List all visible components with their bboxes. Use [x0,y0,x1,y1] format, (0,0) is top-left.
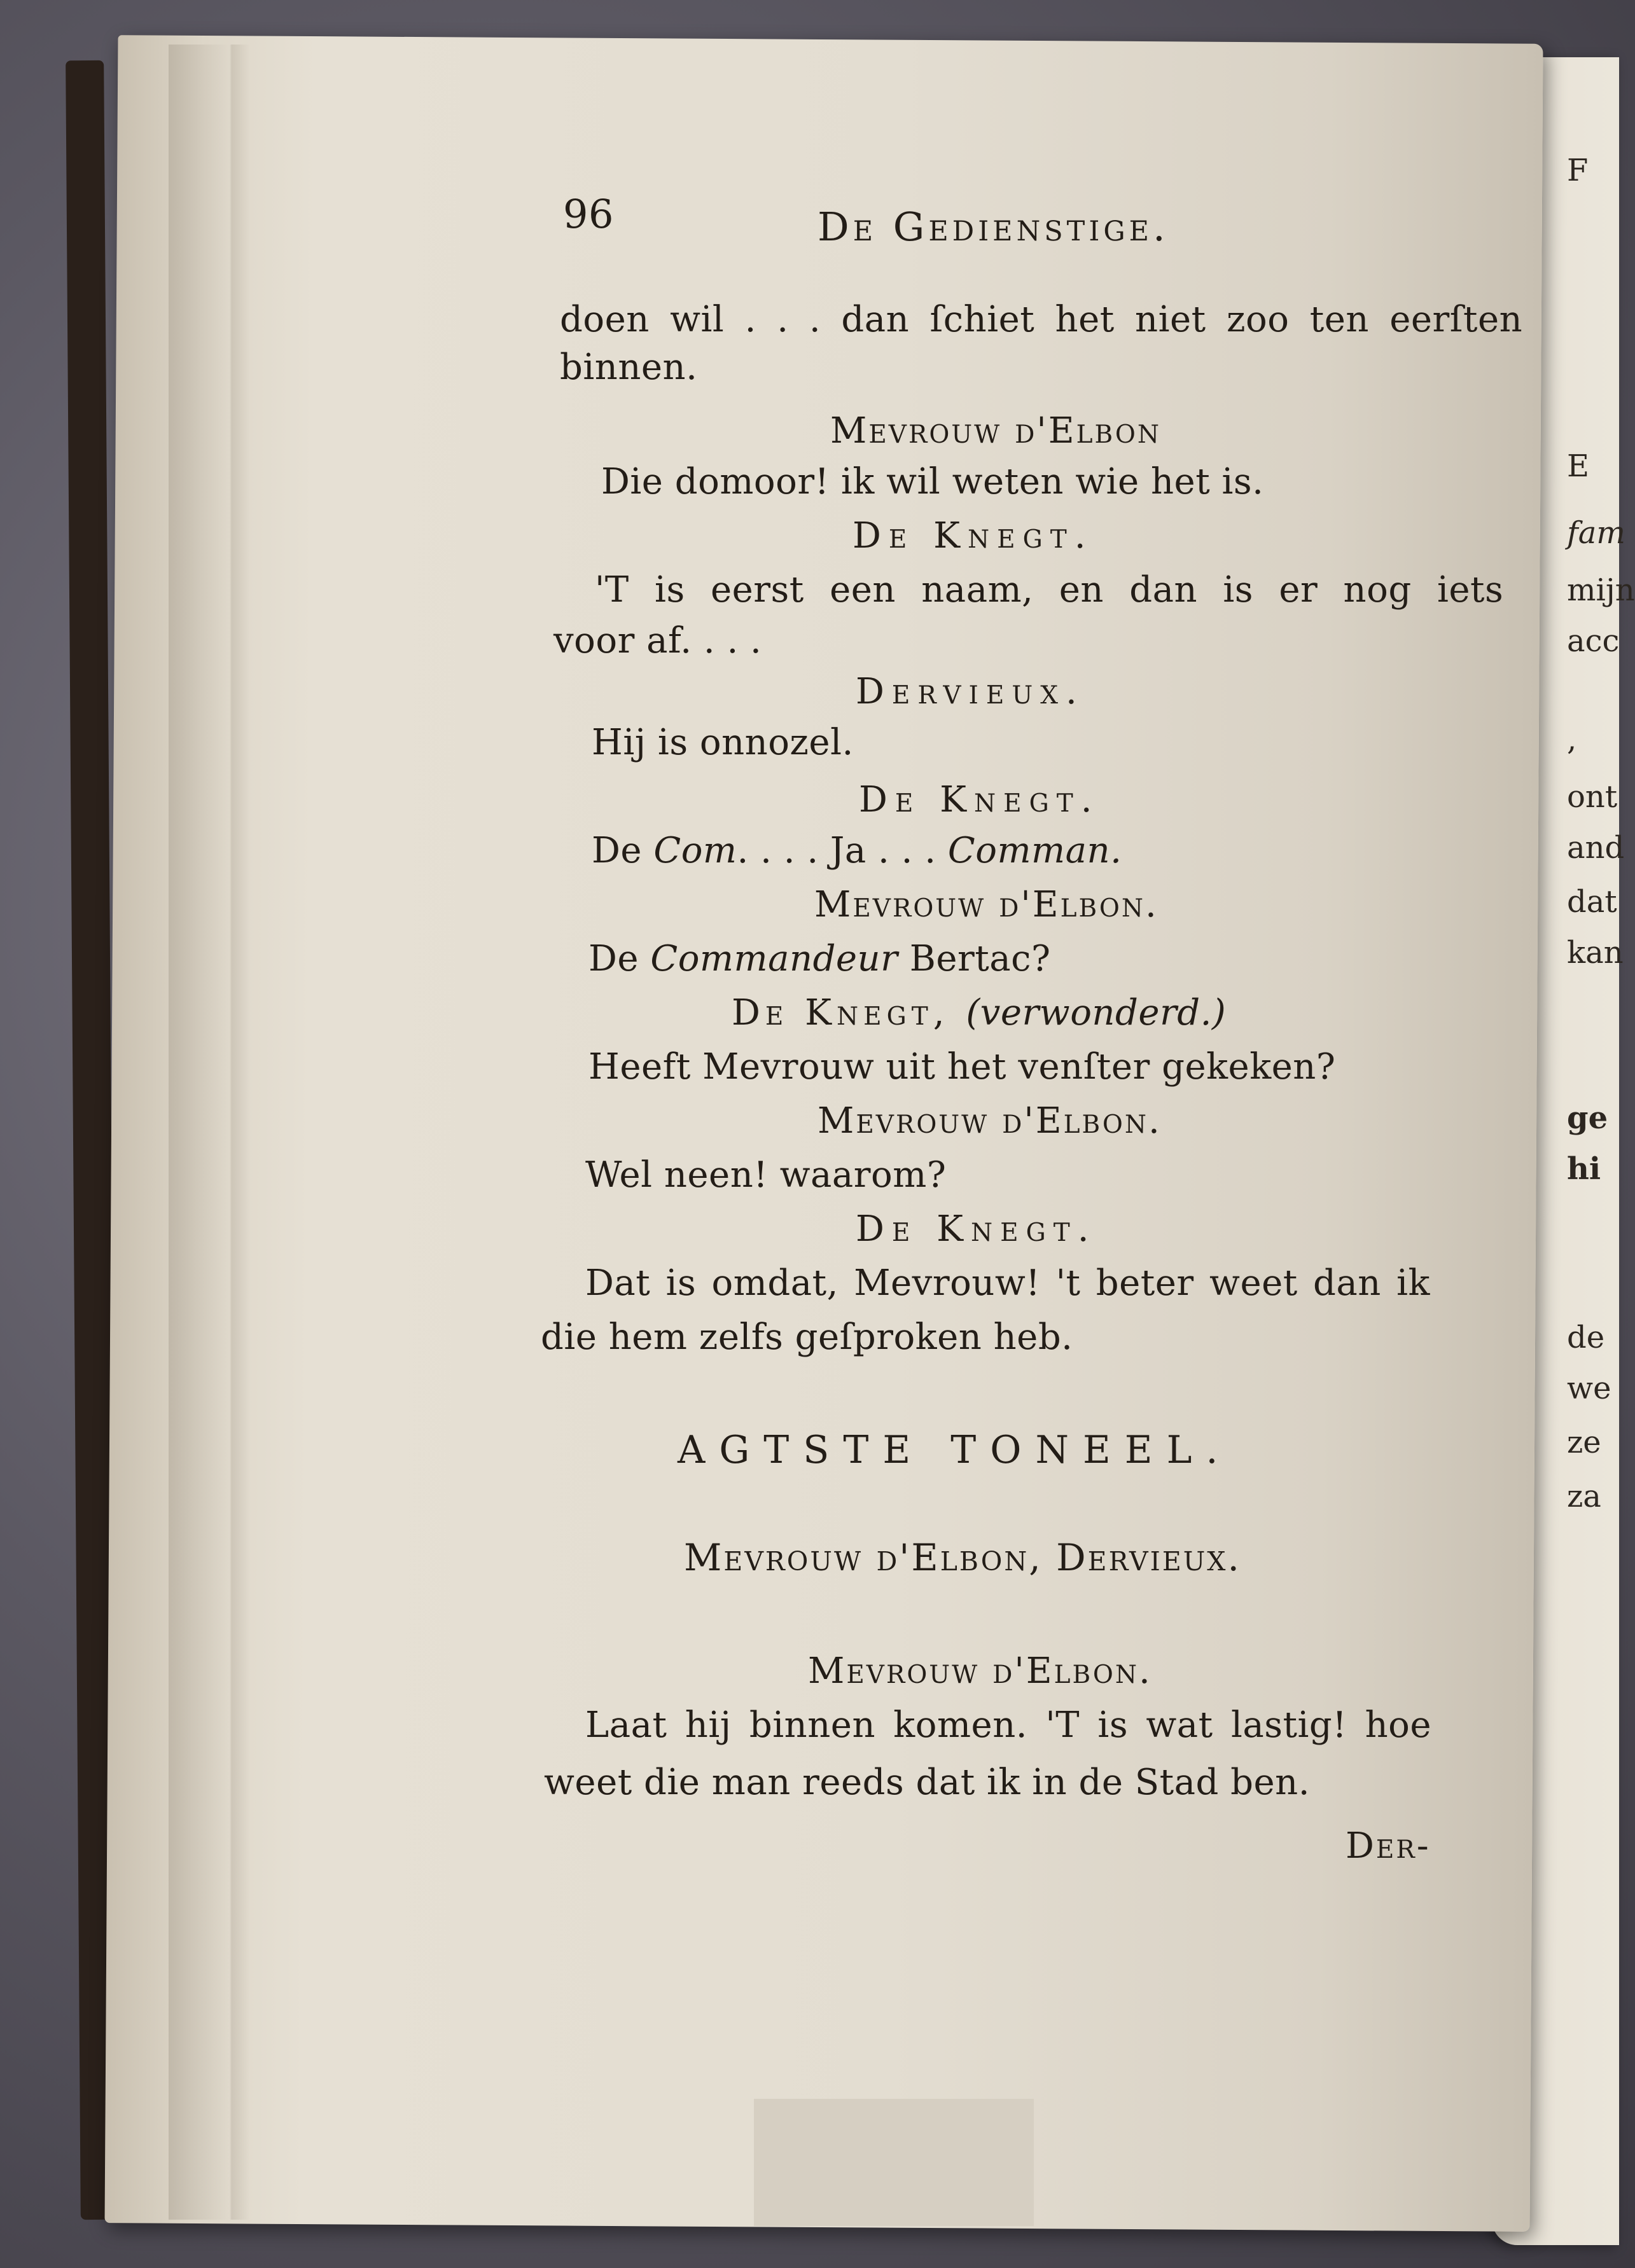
scene-cast: Mevrouw d'Elbon, Dervieux. [684,1536,1241,1579]
facing-page-fragment: F [1567,153,1589,188]
facing-page-fragment: and [1567,830,1625,866]
facing-page-fragment: ze [1567,1425,1601,1460]
facing-page-fragment: ge [1567,1100,1608,1136]
text-line: 'T is eerst een naam, en dan is er nog iets [595,569,1504,611]
text-line: De Commandeur Bertac? [588,938,1051,979]
facing-page-fragment: fam [1567,515,1625,551]
text-line: die hem zelfs geſproken heb. [541,1317,1073,1358]
text-line: voor af. . . . [553,620,762,661]
text-line: binnen. [560,347,698,388]
speaker-name: Mevrouw d'Elbon. [814,884,1158,925]
speaker-name: Mevrouw d'Elbon [830,410,1161,452]
speaker-name: Dervieux. [856,671,1085,712]
facing-page-fragment: mijn [1567,572,1635,608]
speaker-name: De Knegt, (verwonderd.) [732,992,1227,1034]
text-line: Heeft Mevrouw uit het venſter gekeken? [588,1046,1336,1088]
text-line: doen wil . . . dan ſchiet het niet zoo ten eerſten [560,299,1523,340]
running-title: De Gedienstige. [818,204,1169,250]
speaker-name: De Knegt. [859,779,1100,820]
speaker-name: Mevrouw d'Elbon. [818,1100,1162,1142]
text-line: Laat hij binnen komen. 'T is wat lastig! hoe [585,1704,1432,1746]
speaker-name: Mevrouw d'Elbon. [808,1650,1152,1692]
facing-page-fragment: hi [1567,1151,1601,1187]
speaker-name: De Knegt. [852,515,1094,557]
text-line: Dat is omdat, Mevrouw! 't beter weet dan ik [585,1262,1430,1304]
facing-page-fragment: dat [1567,884,1617,920]
text-line: Wel neen! waarom? [585,1154,947,1196]
facing-page-fragment: de [1567,1320,1605,1355]
facing-page-fragment: za [1567,1479,1601,1514]
text-line: weet die man reeds dat ik in de Stad ben. [544,1762,1311,1803]
text-line: Hij is onnozel. [592,722,854,763]
page-number: 96 [563,191,614,237]
facing-page-fragment: E [1567,448,1590,484]
facing-page-fragment: we [1567,1371,1611,1406]
scene-title: AGTSTE TONEEL. [678,1428,1232,1472]
text-line: Die domoor! ik wil weten wie het is. [601,461,1264,502]
facing-page-fragment: , [1567,722,1577,757]
facing-page-fragment: acc [1567,623,1620,659]
facing-page-fragment: kan [1567,935,1624,971]
text-line: De Com. . . . Ja . . . Comman. [592,830,1122,871]
catchword: Der- [1346,1825,1431,1867]
facing-page-fragment: ont [1567,779,1618,815]
speaker-name: De Knegt. [856,1208,1097,1250]
